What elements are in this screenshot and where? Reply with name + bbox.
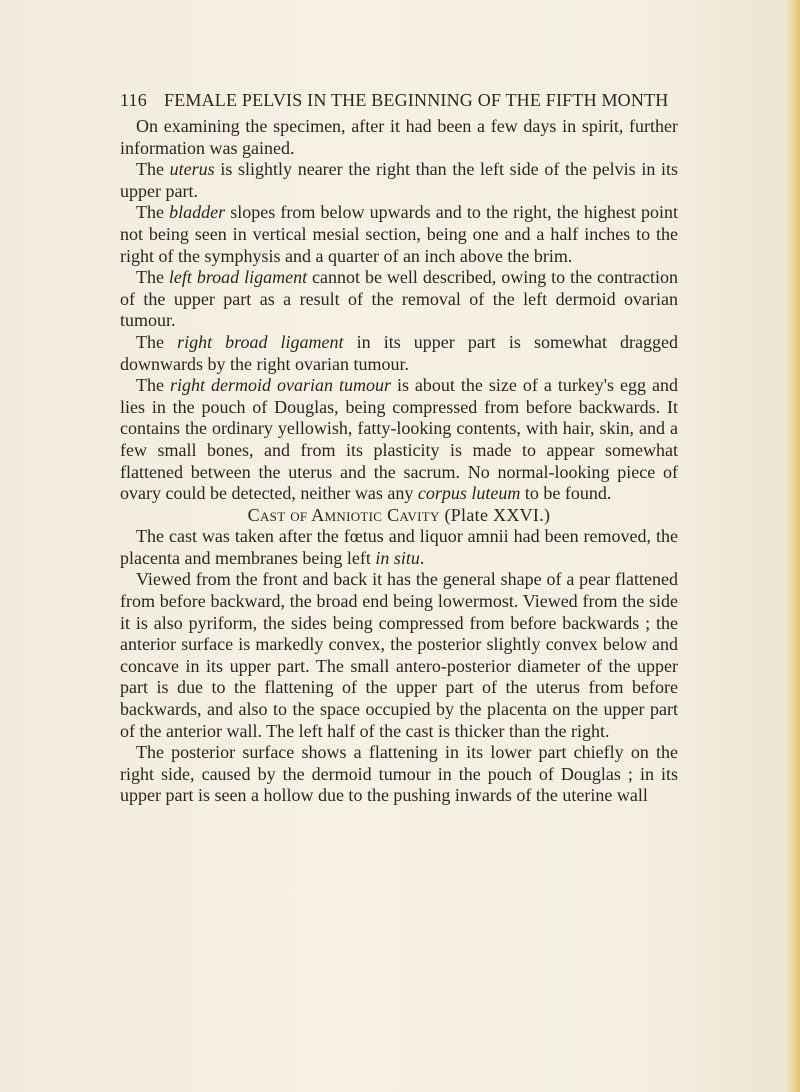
- italic-term: bladder: [169, 202, 226, 223]
- paragraph-text: cannot be well described, owing to the contraction of the upper part as a result of the removal of the left dermoid ovarian tumour.: [120, 267, 678, 331]
- paragraph-text: On examining the specimen, after it had been a few days in spirit, further information was gained.: [120, 116, 678, 158]
- paragraph: [120, 202, 678, 267]
- paragraph-text: The: [136, 375, 170, 396]
- paragraph-text: The cast was taken after the fœtus and liquor amnii had been removed, the placenta and membranes being left: [120, 526, 678, 568]
- italic-term: right broad ligament: [177, 331, 344, 352]
- section-heading: [120, 505, 678, 527]
- italic-term: uterus: [169, 159, 215, 180]
- paragraph: [120, 267, 678, 332]
- paragraph-text: The posterior surface shows a flattening in its lower part chiefly on the right side, caused by the dermoid tumour in the pouch of Douglas ; in its upper part is seen a hollow due to the pushing inwards of the uterine wall: [120, 742, 678, 806]
- paragraph: [120, 116, 678, 159]
- paragraph: [120, 742, 678, 807]
- running-title: FEMALE PELVIS IN THE BEGINNING OF THE FIFTH MONTH: [164, 90, 669, 110]
- paragraph-text: The: [136, 331, 178, 352]
- paragraph-text: in its upper part is somewhat dragged downwards by the right ovarian tumour.: [120, 331, 678, 374]
- paragraph: [120, 332, 678, 375]
- paragraph: [120, 569, 678, 742]
- paragraph-text: Viewed from the front and back it has the general shape of a pear flattened from before backward, the broad end being lowermost. Viewed from the side it is also pyriform, the sides being compressed from before backwards ; the anterior surface is markedly convex, the posterior slightly convex below and concave in its upper part. The small antero-posterior diameter of the upper part is due to the flattening of the upper part of the uterus from before backwards, and also to the space occupied by the placenta on the upper part of the anterior wall. The left half of the cast is thicker than the right.: [120, 569, 678, 741]
- paragraph: [120, 526, 678, 569]
- page-number: 116: [120, 90, 147, 110]
- paragraph-text: The: [136, 159, 170, 180]
- paragraph-text: The: [136, 267, 169, 288]
- italic-term: right dermoid ovarian tumour: [169, 375, 391, 396]
- paragraph: [120, 159, 678, 202]
- running-header: [120, 90, 680, 111]
- paragraph-text: .: [419, 547, 425, 568]
- italic-term: left broad ligament: [168, 267, 308, 288]
- paragraph-text: slopes from below upwards and to the right, the highest point not being seen in vertical mesial section, being one and a half inches to the right of the symphysis and a quarter of an inch above the brim.: [120, 202, 679, 266]
- body-text: [120, 116, 678, 807]
- paragraph: [120, 375, 678, 505]
- section-title: Cast of Amniotic Cavity: [247, 504, 440, 525]
- page-edge: [786, 0, 800, 1092]
- paragraph-text: is slightly nearer the right than the left side of the pelvis in its upper part.: [120, 159, 679, 201]
- paragraph-text: to be found.: [520, 483, 612, 504]
- italic-term: corpus luteum: [417, 483, 521, 504]
- italic-term: in situ: [375, 547, 420, 568]
- plate-reference: (Plate XXVI.): [444, 504, 551, 525]
- paragraph-text: The: [136, 202, 170, 223]
- paragraph-text: is about the size of a turkey's egg and lies in the pouch of Douglas, being compressed from before backwards. It contains the ordinary yellowish, fatty-looking contents, with hair, skin, and a few small bones, and from its plasticity is made to appear somewhat flattened between the uterus and the sacrum. No normal-looking piece of ovary could be detected, neither was any: [120, 375, 678, 504]
